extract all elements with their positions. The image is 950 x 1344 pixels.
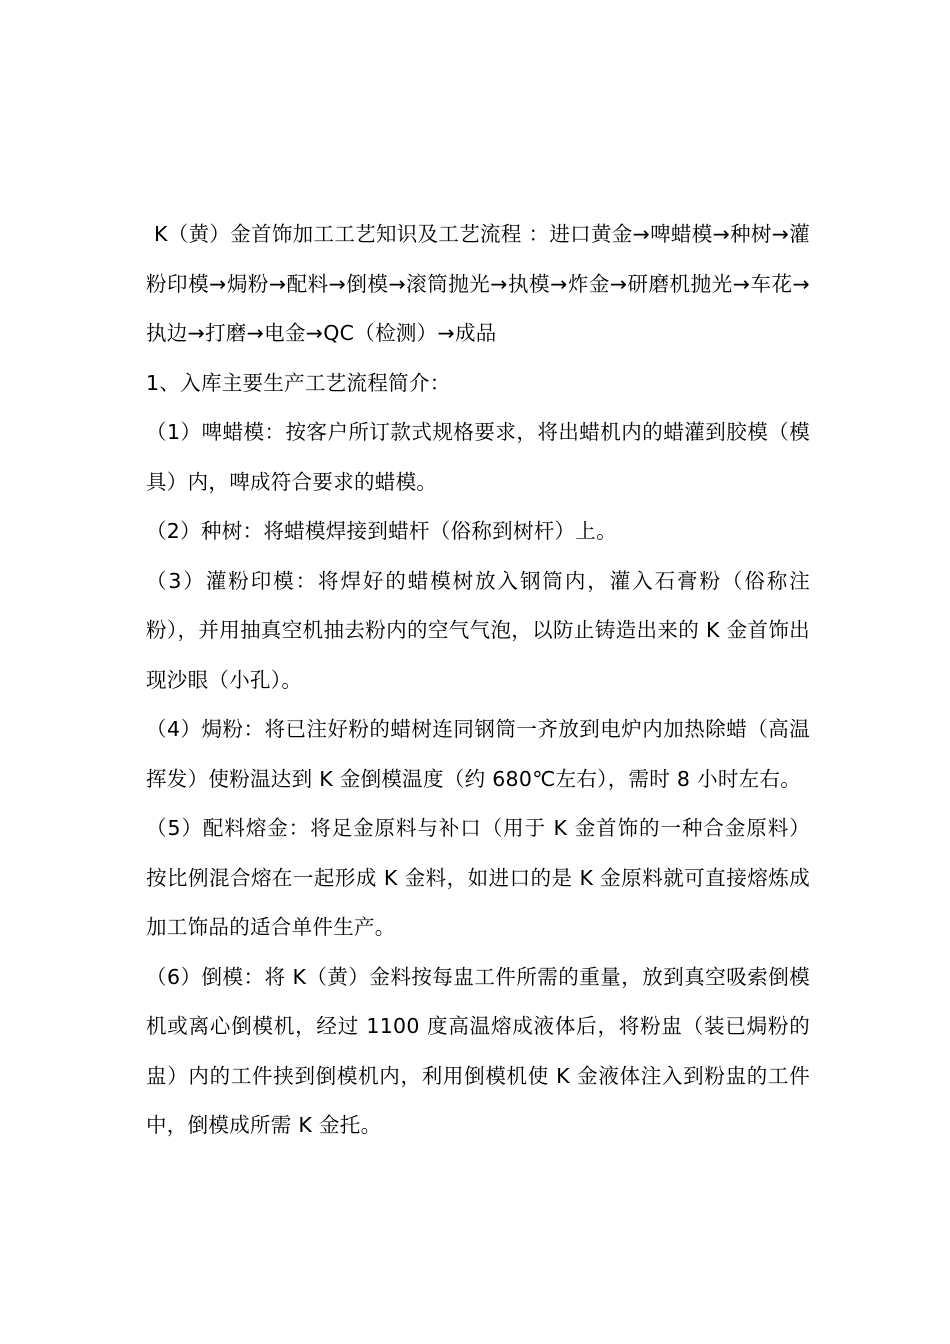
- document-body: [146, 210, 810, 1151]
- process-flow-intro: K（黄）金首饰加工工艺知识及工艺流程 ：进口黄金→啤蜡模→种树→灌粉印模→焗粉→配料→倒模→滚筒抛光→执模→炸金→研磨机抛光→车花→执边→打磨→电金→QC（检测）→成品: [146, 222, 810, 345]
- process-step-casting: （6）倒模：将 K（黄）金料按每盅工件所需的重量，放到真空吸索倒模机或离心倒模机，经过 1100 度高温熔成液体后，将粉盅（装已焗粉的盅）内的工件挟到倒模机内，利用倒模机使 K 金液体注入到粉盅的工件中，倒模成所需 K 金托。: [146, 964, 810, 1137]
- process-step-wax-injection: （1）啤蜡模：按客户所订款式规格要求，将出蜡机内的蜡灌到胶模（模具）内，啤成符合要求的蜡模。: [146, 420, 810, 494]
- section-heading: 1、入库主要生产工艺流程简介：: [146, 370, 451, 395]
- process-step-plaster-investing: （3）灌粉印模：将焊好的蜡模树放入钢筒内，灌入石膏粉（俗称注粉），并用抽真空机抽去粉内的空气气泡，以防止铸造出来的 K 金首饰出现沙眼（小孔）。: [146, 568, 810, 692]
- process-step-wax-tree: （2）种树：将蜡模焊接到蜡杆（俗称到树杆）上。: [146, 519, 617, 543]
- process-step-alloying: （5）配料熔金：将足金原料与补口（用于 K 金首饰的一种合金原料）按比例混合熔在一起形成 K 金料，如进口的是 K 金原料就可直接熔炼成加工饰品的适合单件生产。: [146, 816, 810, 939]
- process-step-burnout: （4）焗粉：将已注好粉的蜡树连同钢筒一齐放到电炉内加热除蜡（高温挥发）使粉温达到 K 金倒模温度（约 680℃左右），需时 8 小时左右。: [146, 717, 810, 791]
